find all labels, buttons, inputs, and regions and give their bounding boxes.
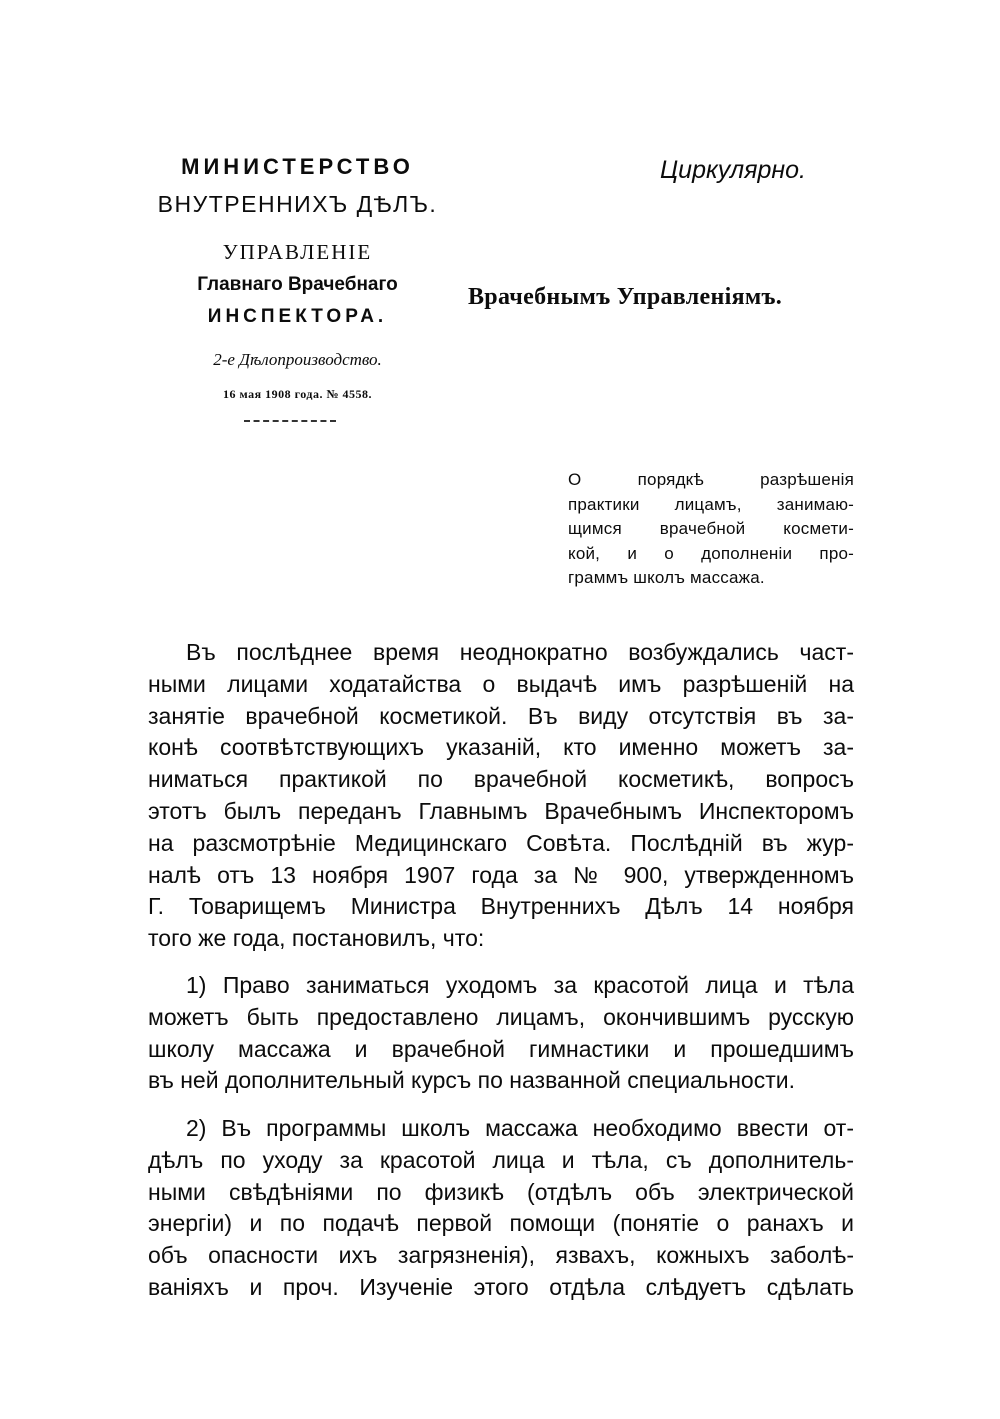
subject-block	[568, 468, 854, 591]
department-label: 2-е Дѣлопроизводство.	[213, 350, 382, 369]
paragraph-point-2	[148, 1113, 854, 1304]
text-line: ваніяхъ и проч. Изученіе этого отдѣла слѣдуетъ сдѣлать	[148, 1273, 854, 1300]
text-line: объ опасности ихъ загрязненія), язвахъ, кожныхъ заболѣ-	[148, 1242, 854, 1269]
text-line: этотъ былъ переданъ Главнымъ Врачебнымъ Инспекторомъ	[148, 797, 854, 824]
text-line: конѣ соотвѣтствующихъ указаній, кто именно можетъ за-	[148, 734, 854, 761]
header-divider	[244, 420, 336, 422]
text-line: ниматься практикой по врачебной косметикѣ, вопросъ	[148, 766, 854, 793]
text-line: налѣ отъ 13 ноября 1907 года за № 900, утвержденномъ	[148, 861, 854, 888]
circular-label: Циркулярно.	[660, 156, 806, 184]
ministry-heading: МИНИСТЕРСТВО	[181, 154, 414, 179]
date-number-label: 16 мая 1908 года. № 4558.	[222, 387, 373, 401]
text-line: въ ней дополнительный курсъ по названной специальности.	[148, 1067, 795, 1094]
text-line: школу массажа и врачебной гимнастики и прошедшимъ	[148, 1035, 854, 1062]
text-line: Въ послѣднее время неоднократно возбуждались част-	[186, 639, 854, 665]
inspector-heading: ИНСПЕКТОРА.	[207, 306, 388, 327]
text-line: занятіе врачебной косметикой. Въ виду отсутствія въ за-	[148, 702, 854, 729]
subject-line: граммъ школъ массажа.	[568, 568, 765, 587]
addressee-heading: Врачебнымъ Управленіямъ.	[468, 284, 783, 310]
chief-medical-heading: Главнаго Врачебнаго	[197, 274, 398, 295]
text-line: того же года, постановилъ, что:	[148, 925, 485, 952]
subject-line: щимся врачебной космети-	[568, 519, 854, 538]
text-line: можетъ быть предоставлено лицамъ, окончившимъ русскую	[148, 1003, 854, 1030]
administration-heading: УПРАВЛЕНІЕ	[222, 240, 373, 264]
text-line: 1) Право заниматься уходомъ за красотой лица и тѣла	[186, 972, 854, 998]
subject-line: О порядкѣ разрѣшенія	[568, 470, 854, 489]
text-line: 2) Въ программы школъ массажа необходимо ввести от-	[186, 1115, 854, 1141]
text-line: ными свѣдѣніями по физикѣ (отдѣлъ объ электрической	[148, 1178, 854, 1205]
paragraph-intro	[148, 637, 854, 955]
text-line: ными лицами ходатайства о выдачѣ имъ разрѣшеній на	[148, 670, 854, 697]
paragraph-point-1	[148, 970, 854, 1097]
subject-line: практики лицамъ, занимаю-	[568, 494, 854, 514]
subject-line: кой, и о дополненіи про-	[568, 543, 854, 563]
text-line: на разсмотрѣніе Медицинскаго Совѣта. Послѣдній въ жур-	[148, 829, 854, 856]
internal-affairs-heading: ВНУТРЕННИХЪ ДѢЛЪ.	[157, 191, 438, 217]
text-line: Г. Товарищемъ Министра Внутреннихъ Дѣлъ 14 ноября	[148, 893, 854, 920]
text-line: дѣлъ по уходу за красотой лица и тѣла, съ дополнитель-	[148, 1146, 854, 1173]
text-line: энергіи) и по подачѣ первой помощи (понятіе о ранахъ и	[148, 1210, 854, 1237]
